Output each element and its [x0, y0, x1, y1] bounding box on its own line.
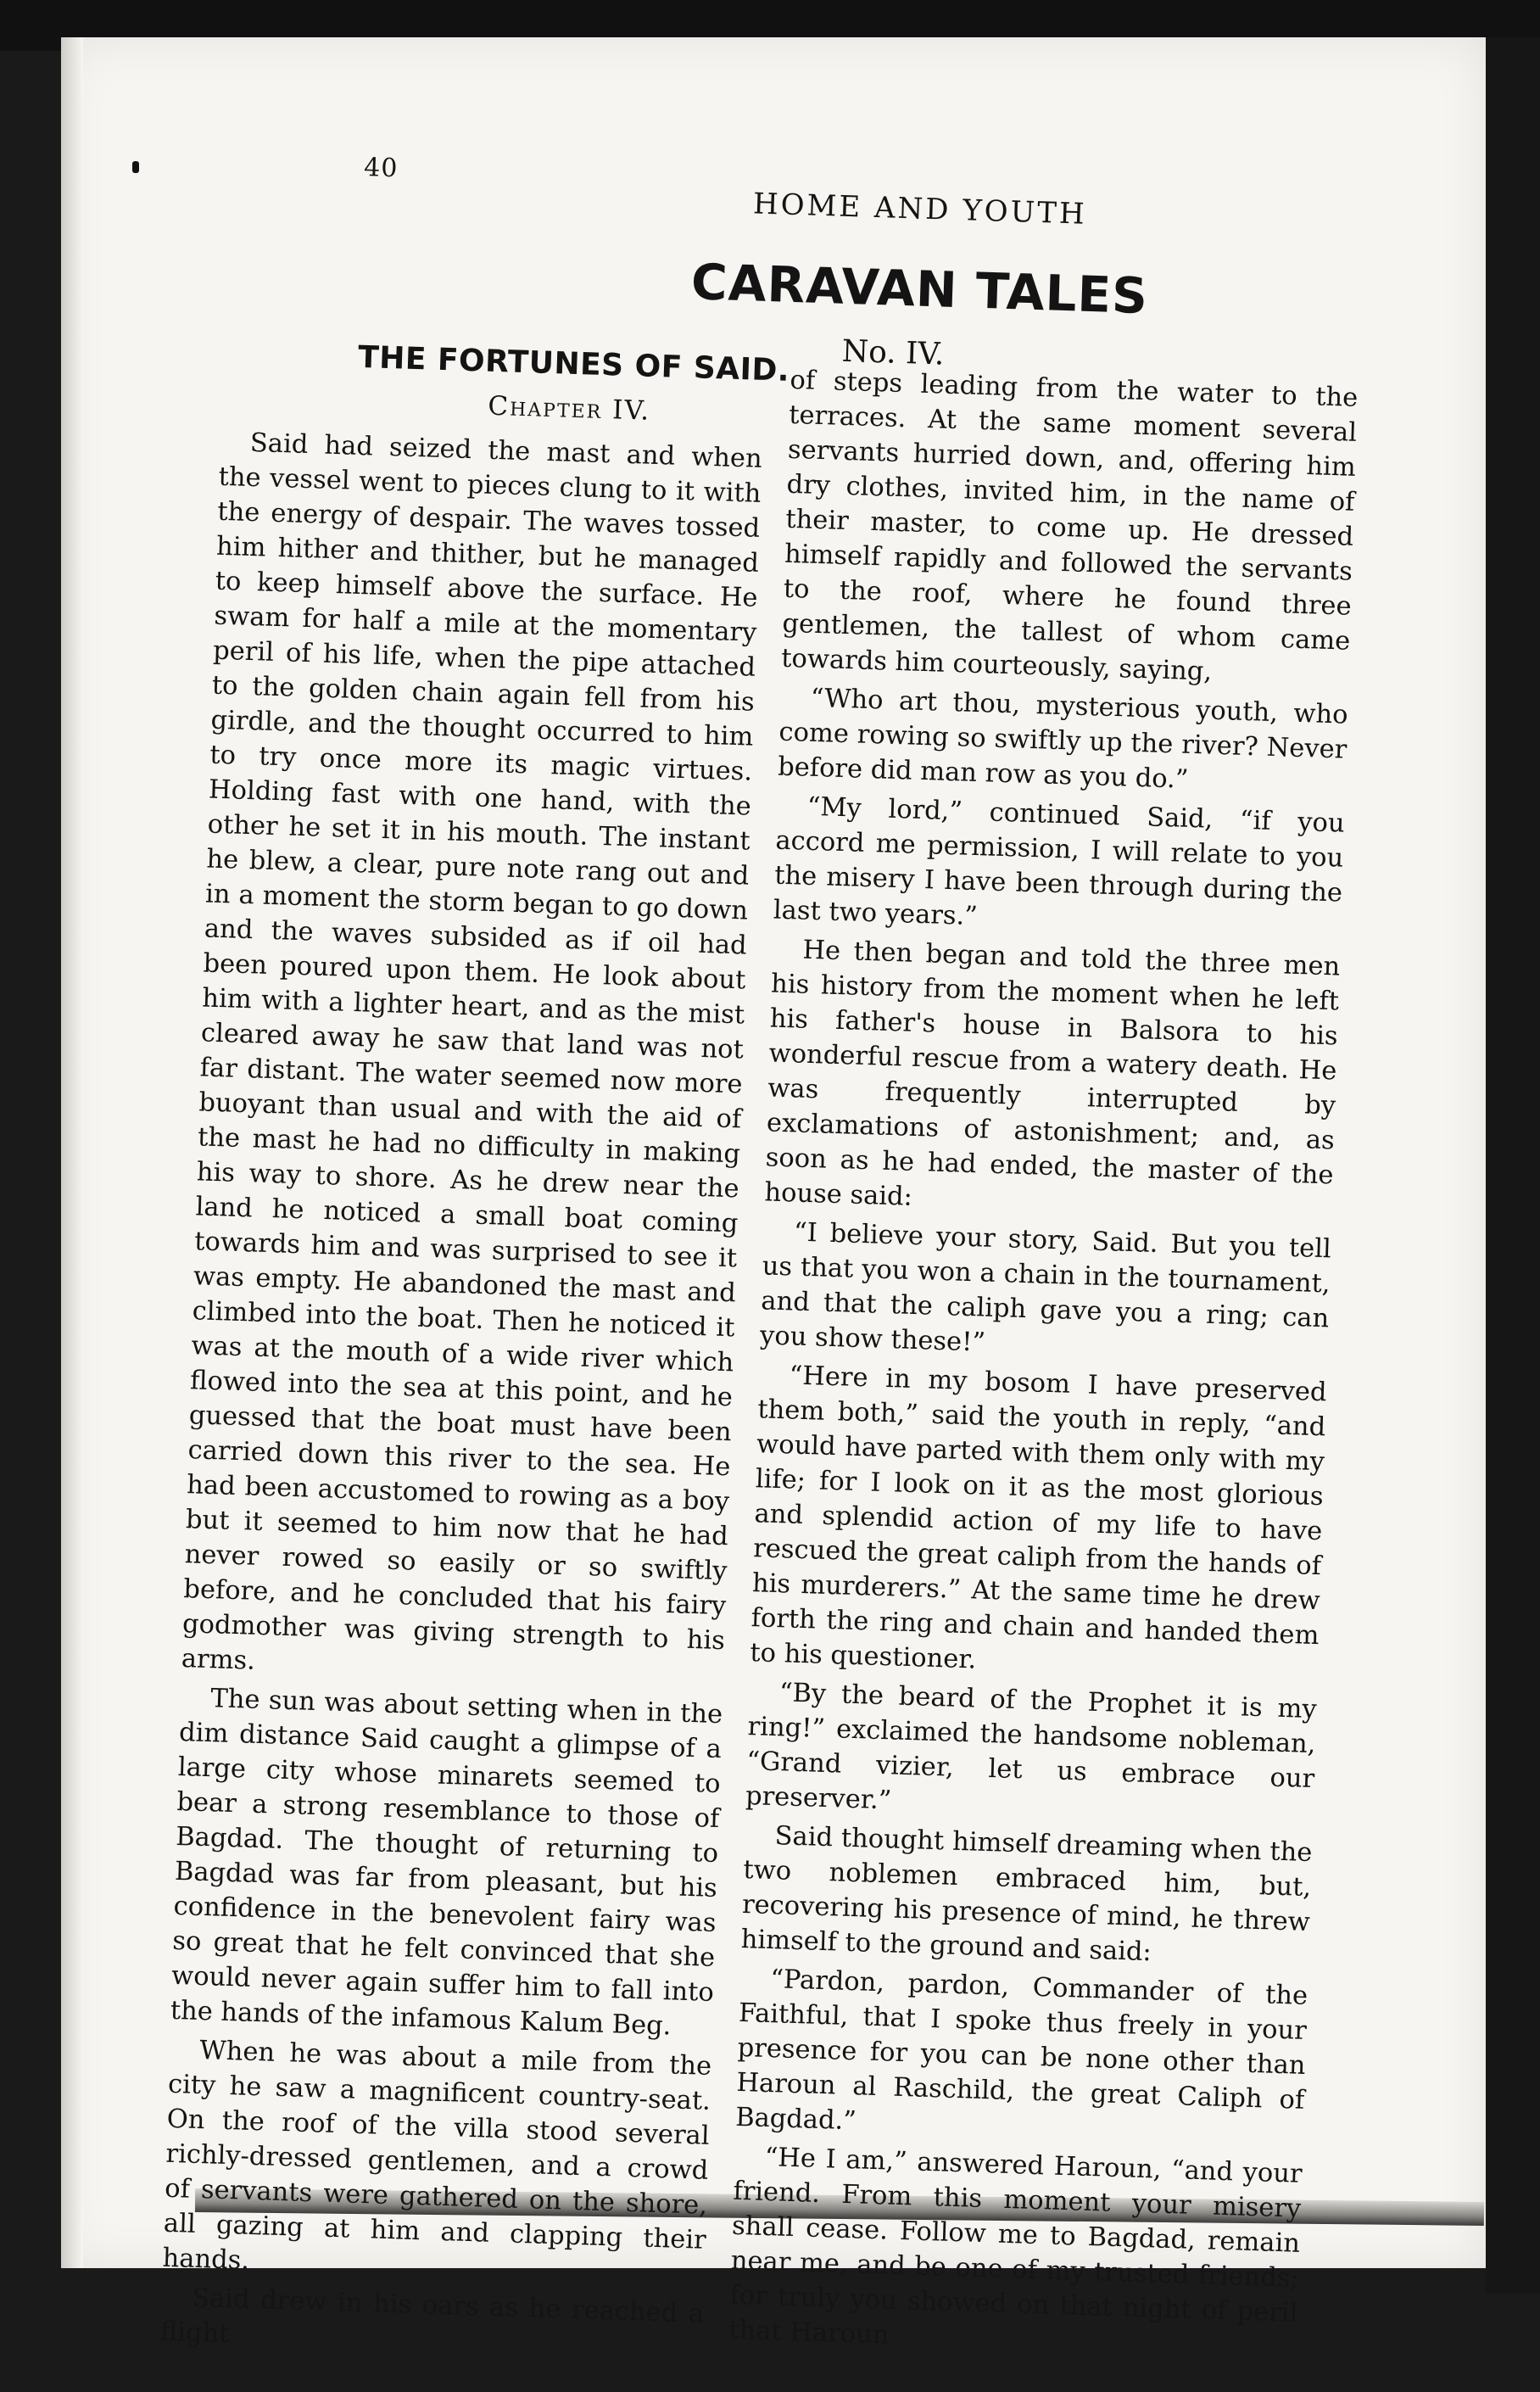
left-column	[159, 425, 762, 2371]
issue-number: No. IV.	[841, 333, 946, 372]
paragraph: “He I am,” answered Haroun, “and your friend. From this moment your misery shall cease. Follow me to Bagdad, remain near me, and be one of my trusted friends; for truly you showed on that night of peril that Haroun	[728, 2142, 1303, 2350]
chapter-heading: Chapter IV.	[487, 390, 651, 427]
paragraph: He then began and told the three men his history from the moment when he left his father's house in Balsora to his wonderful rescue from a watery death. He was frequently interrupted by exclamations of astonishment; and, as soon as he had ended, the master of the house said:	[763, 935, 1341, 1212]
paragraph: “I believe your story, Said. But you tell us that you won a chain in the tournament, and that the caliph gave you a ring; can you show these!”	[759, 1217, 1332, 1358]
article-title: CARAVAN TALES	[690, 253, 1149, 326]
paragraph: The sun was about setting when in the dim distance Said caught a glimpse of a large city whose minarets seemed to bear a strong resemblance to those of Bagdad. The thought of returning to Bagdad was far from pleasant, but his confidence in the benevolent fairy was so great that he felt convinced that she would never again suffer him to fall into the hands of the infamous Kalum Beg.	[170, 1684, 723, 2042]
paragraph: “Here in my bosom I have preserved them both,” said the youth in reply, “and would have parted with them only with my life; for I look on it as the most glorious and splendid action of my life to have rescued the great caliph from the hands of his murderers.” At the same time he drew forth the ring and chain and handed them to his questioner.	[749, 1361, 1327, 1675]
page-content	[139, 144, 1459, 2350]
right-column	[728, 363, 1359, 2370]
paragraph: of steps leading from the water to the terraces. At the same moment several servants hurried down, and, offering him dry clothes, invited him, in the name of their master, to come up. He dressed himself rapidly and followed the servants to the roof, where he found three gentlemen, the tallest of whom came towards him courteously, saying,	[780, 365, 1359, 687]
margin-mark	[132, 161, 139, 173]
story-title: THE FORTUNES OF SAID.	[357, 339, 790, 388]
paragraph: Said drew in his oars as he reached a flight	[159, 2283, 705, 2350]
running-head: HOME AND YOUTH	[752, 187, 1088, 232]
paragraph: “My lord,” continued Said, “if you accord me permission, I will relate to you the misery I have been through during the last two years.”	[773, 791, 1346, 932]
paragraph: “Who art thou, mysterious youth, who come rowing so swiftly up the river? Never before did man row as you do.”	[777, 683, 1349, 795]
paragraph: “Pardon, pardon, Commander of the Faithful, that I spoke thus freely in your presence for you can be none other than Haroun al Raschild, the great Caliph of Bagdad.”	[734, 1964, 1308, 2137]
paragraph: “By the beard of the Prophet it is my ring!” exclaimed the handsome nobleman, “Grand vizier, let us embrace our preserver.”	[745, 1678, 1318, 1816]
scan-right-border	[1486, 37, 1540, 2294]
paragraph: When he was about a mile from the city he saw a magnificent country-seat. On the roof of the villa stood several richly-dressed gentlemen, and a crowd of servants were gathered on the shore, all gazing at him and clapping their hands.	[162, 2035, 712, 2276]
page-number: 40	[363, 152, 399, 184]
paragraph: Said had seized the mast and when the vessel went to pieces clung to it with the energy of despair. The waves tossed him hither and thither, but he managed to keep himself above the surface. He swam for half a mile at the momentary peril of his life, when the pipe attached to the golden chain again fell from his girdle, and the thought occurred to him to try once more its magic virtues. Holding fast with one hand, with the other he set it in his mouth. The instant he blew, a clear, pure note rang out and in a moment the storm began to go down and the waves subsided as if oil had been poured upon them. He look about him with a lighter heart, and as the mist cleared away he saw that land was not far distant. The water seemed now more buoyant than usual and with the aid of the mast he had no difficulty in making his way to shore. As he drew near the land he noticed a small boat coming towards him and was surprised to see it was empty. He abandoned the mast and climbed into the boat. Then he noticed it was at the mouth of a wide river which flowed into the sea at this point, and he guessed that the boat must have been carried down this river to the sea. He had been accustomed to rowing as a boy but it seemed to him now that he had never rowed so easily or so swiftly before, and he concluded that his fairy godmother was giving strength to his arms.	[181, 428, 763, 1676]
paragraph: Said thought himself dreaming when the two noblemen embraced him, but, recovering his presence of mind, he threw himself to the ground and said:	[740, 1821, 1313, 1968]
page-gutter-shadow	[61, 37, 83, 2268]
